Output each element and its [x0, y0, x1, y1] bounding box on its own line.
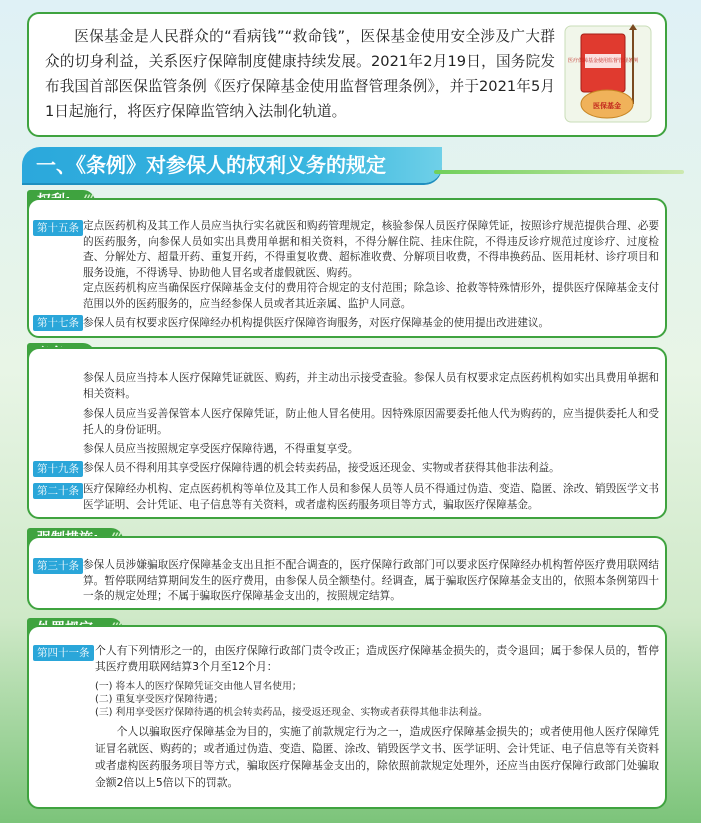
banner-decoration: [434, 170, 684, 174]
article-text: 个人有下列情形之一的，由医疗保障行政部门责令改正；造成医疗保障基金损失的，责令退回；属于参保人员的，暂停其医疗费用联网结算3个月至12个月：: [95, 644, 659, 673]
punish-card: [27, 625, 667, 809]
article-badge: 第四十一条: [33, 645, 94, 661]
regulation-book-icon: [563, 24, 653, 124]
book-title-text: 医疗保障基金使用监督管理条例: [567, 58, 639, 64]
article-text: 参保人员应当按照规定享受医疗保障待遇，不得重复享受。: [83, 443, 359, 455]
bag-label-text: 医保基金: [593, 102, 621, 110]
list-item: (二) 重复享受医疗保障待遇；: [95, 694, 224, 705]
article-badge: 第十五条: [33, 220, 83, 236]
intro-card: [27, 12, 667, 137]
article-text: 医疗保障经办机构、定点医药机构等单位及其工作人员和参保人员等人员不得通过伪造、变造、隐匿、涂改、销毁医学文书医学证明、会计凭证、电子信息等有关资料，或者虚构医药服务项目等方式，骗取医疗保障基金。: [83, 483, 659, 511]
list-item: (三) 利用享受医疗保障待遇的机会转卖药品，接受返还现金、实物或者获得其他非法利益。: [95, 707, 488, 718]
article-badge: 第十九条: [33, 461, 83, 477]
section-banner: 一、《条例》对参保人的权利义务的规定: [22, 147, 442, 183]
article-text: 参保人员涉嫌骗取医疗保障基金支出且拒不配合调查的，医疗保障行政部门可以要求医疗保障经办机构暂停医疗费用联网结算。暂停联网结算期间发生的医疗费用，由参保人员全额垫付。经调查，属于骗取医疗保障基金支出的，依照本条例第四十一条的规定处理；不属于骗取医疗保障基金支出的，按照规定结算。: [83, 559, 659, 602]
article-badge: 第三十条: [33, 558, 83, 574]
article-badge: 第十七条: [33, 315, 83, 331]
list-item: (一) 将本人的医疗保障凭证交由他人冒名使用；: [95, 681, 302, 692]
duties-card: [27, 347, 667, 519]
article-text: 参保人员有权要求医疗保障经办机构提供医疗保障咨询服务，对医疗保障基金的使用提出改进建议。: [83, 317, 550, 329]
rights-card: [27, 198, 667, 338]
article-text: 参保人员应当妥善保管本人医疗保障凭证，防止他人冒名使用。因特殊原因需要委托他人代为购药的，应当提供委托人和受托人的身份证明。: [83, 408, 659, 436]
intro-text: 医保基金是人民群众的“看病钱”“救命钱”，医保基金使用安全涉及广大群众的切身利益，关系医疗保障制度健康持续发展。2021年2月19日，国务院发布我国首部医保监管条例《医疗保障基金使用监督管理条例》，并于2021年5月1日起施行，将医疗保障监管纳入法制化轨道。: [45, 28, 555, 120]
article-text: 定点医药机构及其工作人员应当执行实名就医和购药管理规定，核验参保人员医疗保障凭证，按照诊疗规范提供合理、必要的医药服务，向参保人员如实出具费用单据和相关资料，不得分解住院、挂床住院，不得违反诊疗规范过度诊疗、过度检查、分解处方、超量开药、重复开药，不得重复收费、超标准收费、分解项目收费，不得串换药品、医用耗材、诊疗项目和服务设施，不得诱导、协助他人冒名或者虚假就医、购药。: [83, 220, 659, 279]
article-text: 参保人员不得利用其享受医疗保障待遇的机会转卖药品，接受返还现金、实物或者获得其他非法利益。: [83, 462, 560, 474]
article-text: 定点医药机构应当确保医疗保障基金支付的费用符合规定的支付范围；除急诊、抢救等特殊情形外，提供医疗保障基金支付范围以外的医药服务的，应当经参保人员或者其近亲属、监护人同意。: [83, 282, 659, 310]
article-text: 参保人员应当持本人医疗保障凭证就医、购药，并主动出示接受查验。参保人员有权要求定点医药机构如实出具费用单据和相关资料。: [83, 372, 659, 400]
force-card: [27, 536, 667, 610]
article-badge: 第二十条: [33, 483, 83, 499]
article-text: 个人以骗取医疗保障基金为目的，实施了前款规定行为之一，造成医疗保障基金损失的；或者使用他人医疗保障凭证冒名就医、购药的；或者通过伪造、变造、隐匿、涂改、销毁医学文书、医学证明、会计凭证、电子信息等有关资料或者虚构医药服务项目等方式，骗取医疗保障基金支出的，除依照前款规定处理外，还应当由医疗保障行政部门处骗取金额2倍以上5倍以下的罚款。: [95, 725, 659, 789]
